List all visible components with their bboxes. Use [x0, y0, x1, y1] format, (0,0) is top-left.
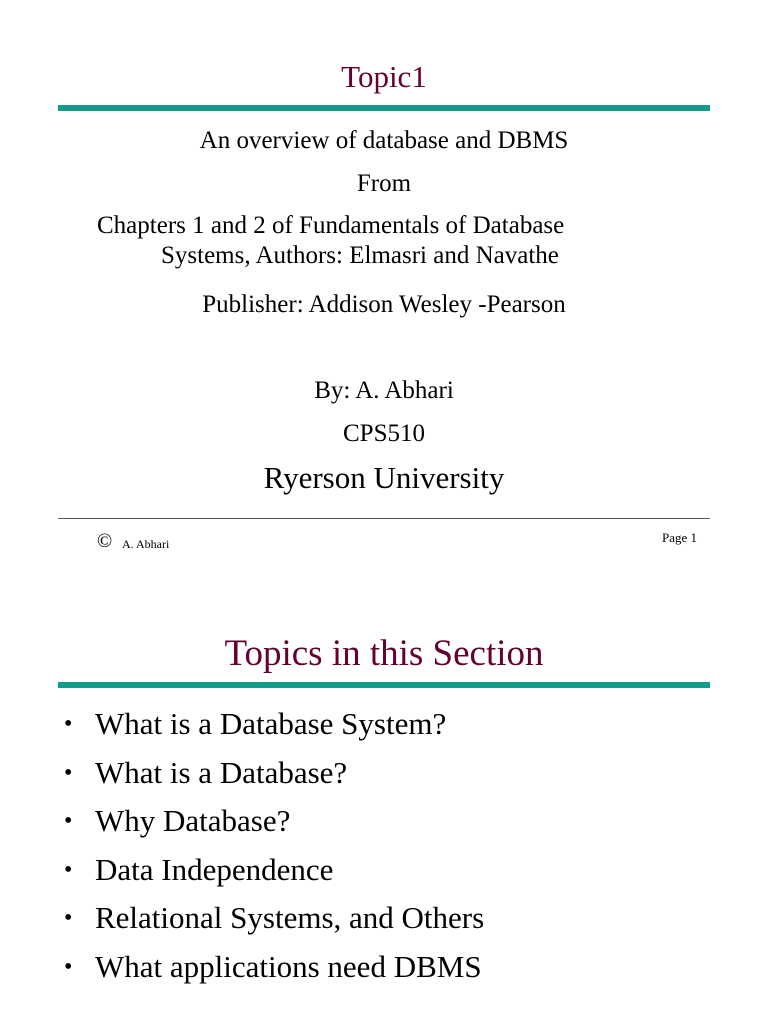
list-item-label: What is a Database System? — [95, 706, 447, 741]
footer-author: A. Abhari — [122, 537, 170, 551]
list-item — [62, 749, 722, 798]
bullet-icon: • — [64, 856, 73, 883]
list-item — [62, 846, 722, 895]
list-item-label: Why Database? — [95, 803, 291, 838]
list-item — [62, 797, 722, 846]
slide1-source — [97, 211, 697, 271]
slide2-title-rule — [58, 682, 710, 688]
list-item-label: Relational Systems, and Others — [95, 900, 485, 935]
slide2-title: Topics in this Section — [224, 633, 544, 674]
slide1-footer-rule — [58, 518, 710, 519]
slide1-from: From — [356, 170, 412, 197]
list-item — [62, 894, 722, 943]
list-item-label: What is a Database? — [95, 754, 348, 790]
list-item — [62, 943, 722, 992]
slide1-by: By: A. Abhari — [314, 377, 454, 404]
bullet-icon: • — [64, 808, 73, 834]
slide1-university: Ryerson University — [263, 460, 505, 495]
copyright-icon: © — [97, 530, 113, 552]
slide1-source-line2: Systems, Authors: Elmasri and Navathe — [161, 242, 559, 269]
list-item-label: Data Independence — [95, 851, 334, 887]
slide1-title: Topic1 — [341, 59, 427, 94]
bullet-icon: • — [64, 953, 73, 980]
bullet-icon: • — [64, 759, 73, 786]
slide1-subtitle: An overview of database and DBMS — [199, 127, 569, 154]
slide1-publisher: Publisher: Addison Wesley -Pearson — [202, 291, 566, 318]
list-item-label: What applications need DBMS — [95, 948, 482, 984]
list-item — [62, 700, 722, 749]
bullet-icon: • — [64, 905, 73, 931]
page-number: Page 1 — [662, 530, 698, 545]
slide1-course: CPS510 — [343, 420, 425, 447]
topics-list — [62, 700, 722, 991]
slide1-title-rule — [58, 105, 710, 111]
bullet-icon: • — [64, 711, 73, 737]
slide1-source-line1: Chapters 1 and 2 of Fundamentals of Database — [97, 212, 565, 239]
